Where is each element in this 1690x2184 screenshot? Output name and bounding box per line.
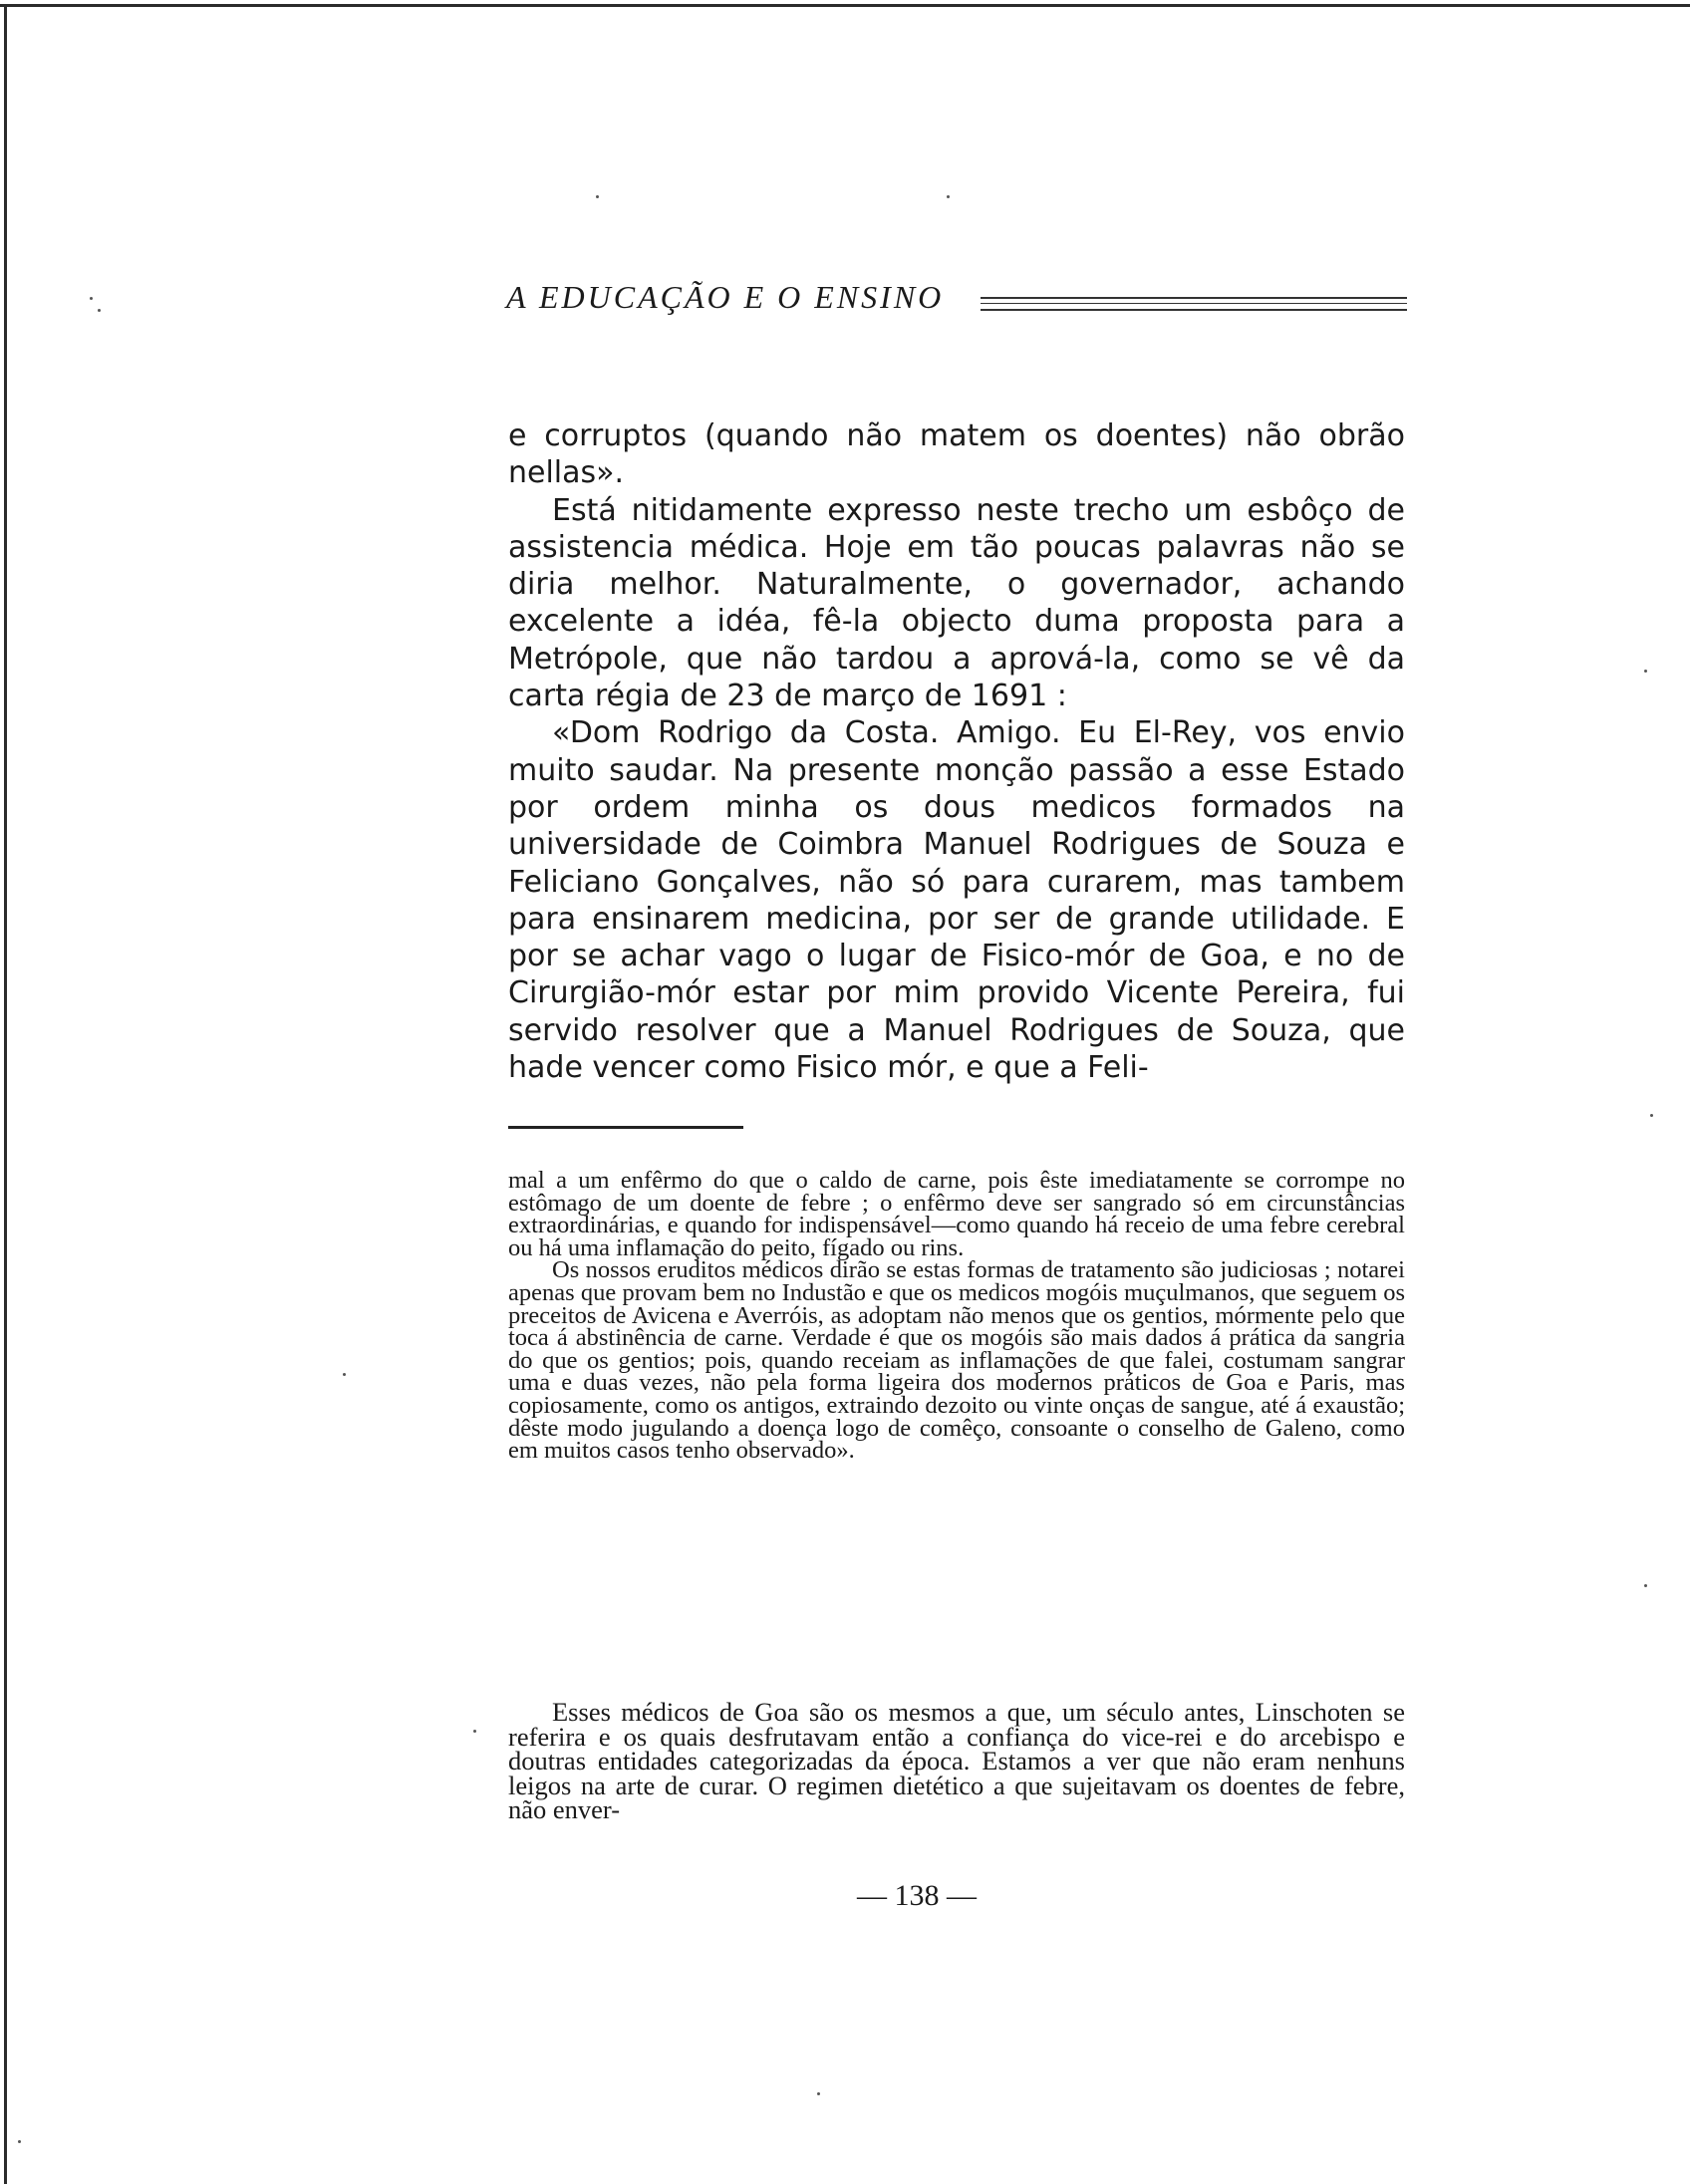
- page-number: — 138 —: [857, 1879, 977, 1912]
- scan-speck: [18, 2140, 21, 2143]
- main-paragraph: Está nitidamente expresso neste trecho um esbôço de assistencia médica. Hoje em tão poucas palavras não se diria melhor. Naturalmente, o governador, achando excelente a idéa, fê-la objecto duma proposta para a Metrópole, que não tardou a aprová-la, como se vê da carta régia de 23 de março de 1691 :: [508, 492, 1405, 714]
- scan-speck: [1644, 670, 1647, 673]
- page-edge-top: [0, 4, 1690, 7]
- footnote-paragraph: Os nossos eruditos médicos dirão se estas formas de tratamento são judiciosas ; notarei apenas que provam bem no Industão e que os medicos mogóis muçulmanos, que seguem os preceitos de Avicena e Averróis, as adoptam não menos que os gentios, mórmente pelo que toca á abstinência de carne. Verdade é que os mogóis são mais dados á prática da sangria do que os gentios; pois, quando receiam as inflamações de que falei, costumam sangrar uma e duas vezes, não pela forma ligeira dos modernos práticos de Goa e Paris, mas copiosamente, como os antigos, extraindo dezoito ou vinte onças de sangue, até á exaustão; dêste modo jugulando a doença logo de comêço, consoante o conselho de Galeno, como em muitos casos tenho observado».: [508, 1256, 1405, 1465]
- main-paragraph: «Dom Rodrigo da Costa. Amigo. Eu El-Rey, vos envio muito saudar. Na presente monção passão a esse Estado por ordem minha os dous medicos formados na universidade de Coimbra Manuel Rodrigues de Souza e Feliciano Gonçalves, não só para curarem, mas tambem para ensinarem medicina, por ser de grande utilidade. E por se achar vago o lugar de Fisico-mór de Goa, e no de Cirurgião-mór estar por mim provido Vicente Pereira, fui servido resolver que a Manuel Rodrigues de Souza, que hade vencer como Fisico mór, e que a Feli-: [508, 715, 1405, 1086]
- footnote-divider: [508, 1126, 743, 1129]
- scan-speck: [596, 195, 599, 198]
- scan-speck: [947, 195, 950, 198]
- scan-speck: [90, 297, 93, 300]
- footnote: [508, 1167, 1405, 1465]
- running-head-rule: [981, 309, 1407, 311]
- scan-speck: [1644, 1584, 1647, 1587]
- main-text: [508, 417, 1405, 1086]
- continuation-text: [508, 1697, 1405, 1825]
- running-head-title: A EDUCAÇÃO E O ENSINO: [506, 279, 945, 315]
- scan-speck: [343, 1373, 346, 1376]
- scan-speck: [473, 1730, 476, 1733]
- scan-speck: [98, 309, 101, 312]
- running-head: [506, 279, 1403, 329]
- running-head-rule: [981, 297, 1407, 299]
- scan-speck: [817, 2092, 820, 2095]
- footnote-paragraph: mal a um enfêrmo do que o caldo de carne, pois êste imediatamente se corrompe no estômago de um doente de febre ; o enfêrmo deve ser sangrado só em circunstâncias extraordinárias, e quando for indispensável—como quando há receio de uma febre cerebral ou há uma inflamação do peito, fígado ou rins.: [508, 1167, 1405, 1261]
- continuation-paragraph: Esses médicos de Goa são os mesmos a que, um século antes, Linschoten se referira e os quais desfrutavam então a confiança do vice-rei e do arcebispo e doutras entidades categorizadas da época. Estamos a ver que não eram nenhuns leigos na arte de curar. O regimen dietético a que sujeitavam os doentes de febre, não enver-: [508, 1697, 1405, 1825]
- main-paragraph: e corruptos (quando não matem os doentes) não obrão nellas».: [508, 418, 1405, 491]
- scan-speck: [1650, 1114, 1653, 1117]
- page-edge-left: [4, 4, 7, 2184]
- running-head-rule: [981, 303, 1407, 304]
